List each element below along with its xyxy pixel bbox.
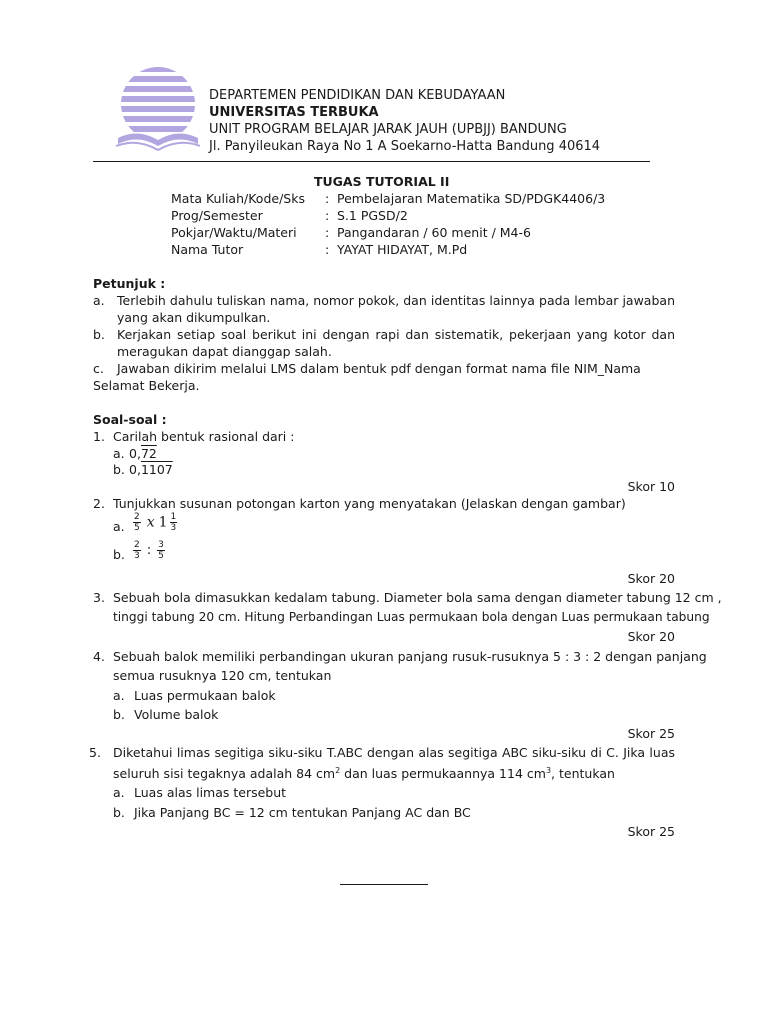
fraction: $\frac{2}{5}$ xyxy=(134,512,140,533)
q1-a-value: 0,72 xyxy=(129,446,157,461)
q4-line1: Sebuah balok memiliki perbandingan ukuran panjang rusuk-rusuknya 5 : 3 : 2 dengan panjang xyxy=(113,649,707,664)
info-value-course: Pembelajaran Matematika SD/PDGK4406/3 xyxy=(337,191,606,206)
header-address: Jl. Panyileukan Raya No 1 A Soekarno-Hatta Bandung 40614 xyxy=(209,139,601,154)
q2-number: 2. xyxy=(93,496,105,511)
q3-line1: Sebuah bola dimasukkan kedalam tabung. Diameter bola sama dengan diameter tabung 12 cm , xyxy=(113,590,722,605)
petunjuk-c-marker: c. xyxy=(93,361,104,376)
q4-b-marker: b. xyxy=(113,707,125,722)
q1-text: Carilah bentuk rasional dari : xyxy=(113,429,295,444)
q2-b-marker: b. xyxy=(113,547,125,562)
q5-b-text: Jika Panjang BC = 12 cm tentukan Panjang AC dan BC xyxy=(134,805,471,820)
q5-line2: seluruh sisi tegaknya adalah 84 $cm^2$ dan luas permukaannya 114 $cm^3$, tentukan xyxy=(113,766,615,782)
university-logo xyxy=(112,66,204,152)
header-unit: UNIT PROGRAM BELAJAR JARAK JAUH (UPBJJ) BANDUNG xyxy=(209,122,567,137)
petunjuk-heading: Petunjuk : xyxy=(93,276,166,291)
info-value-pokjar: Pangandaran / 60 menit / M4-6 xyxy=(337,225,531,240)
q2-a-expression: $\frac{2}{5}$ x 1 $\frac{1}{3}$ xyxy=(134,512,177,533)
page-title: TUGAS TUTORIAL II xyxy=(314,174,450,189)
q5-a-text: Luas alas limas tersebut xyxy=(134,785,287,800)
q5-a-marker: a. xyxy=(113,785,125,800)
header-department: DEPARTEMEN PENDIDIKAN DAN KEBUDAYAAN xyxy=(209,88,506,103)
fraction: $\frac{2}{3}$ xyxy=(134,540,140,561)
q4-number: 4. xyxy=(93,649,105,664)
info-sep: : xyxy=(325,225,330,240)
q5-score: Skor 25 xyxy=(627,824,675,839)
fraction: $\frac{3}{5}$ xyxy=(158,540,164,561)
info-sep: : xyxy=(325,242,330,257)
petunjuk-a-line2: yang akan dikumpulkan. xyxy=(117,310,271,325)
q1-score: Skor 10 xyxy=(627,479,675,494)
info-sep: : xyxy=(325,191,330,206)
q4-a-marker: a. xyxy=(113,688,125,703)
q2-score: Skor 20 xyxy=(627,571,675,586)
q5-b-marker: b. xyxy=(113,805,125,820)
petunjuk-b-line2: meragukan dapat dianggap salah. xyxy=(117,344,332,359)
q2-b-expression: $\frac{2}{3}$ : $\frac{3}{5}$ xyxy=(134,540,164,561)
info-label-tutor: Nama Tutor xyxy=(171,242,244,257)
q1-b-value: 0,1107 xyxy=(129,462,173,477)
fraction: $\frac{1}{3}$ xyxy=(170,512,177,533)
q1-a-marker: a. xyxy=(113,446,125,461)
petunjuk-b-marker: b. xyxy=(93,327,105,342)
q5-number: 5. xyxy=(89,745,101,760)
q4-a-text: Luas permukaan balok xyxy=(134,688,276,703)
info-label-program: Prog/Semester xyxy=(171,208,263,223)
info-label-pokjar: Pokjar/Waktu/Materi xyxy=(171,225,297,240)
q5-line1: Diketahui limas segitiga siku-siku T.ABC dengan alas segitiga ABC siku-siku di C. Jika luas xyxy=(113,745,675,760)
q4-score: Skor 25 xyxy=(627,726,675,741)
q4-line2: semua rusuknya 120 cm, tentukan xyxy=(113,668,332,683)
header-divider xyxy=(93,161,650,162)
q3-score: Skor 20 xyxy=(627,629,675,644)
header-university: UNIVERSITAS TERBUKA xyxy=(209,105,379,120)
soal-heading: Soal-soal : xyxy=(93,412,167,427)
info-value-program: S.1 PGSD/2 xyxy=(337,208,408,223)
q3-number: 3. xyxy=(93,590,105,605)
info-value-tutor: YAYAT HIDAYAT, M.Pd xyxy=(337,242,468,257)
petunjuk-c-line1: Jawaban dikirim melalui LMS dalam bentuk pdf dengan format nama file NIM_Nama xyxy=(117,361,641,376)
q1-number: 1. xyxy=(93,429,105,444)
petunjuk-a-marker: a. xyxy=(93,293,105,308)
repeating-digits: 1107 xyxy=(140,462,173,477)
info-label-course: Mata Kuliah/Kode/Sks xyxy=(171,191,305,206)
petunjuk-a-line1: Terlebih dahulu tuliskan nama, nomor pokok, dan identitas lainnya pada lembar jawaban xyxy=(117,293,675,308)
q1-b-marker: b. xyxy=(113,462,125,477)
q4-b-text: Volume balok xyxy=(134,707,219,722)
info-sep: : xyxy=(325,208,330,223)
q2-text: Tunjukkan susunan potongan karton yang menyatakan (Jelaskan dengan gambar) xyxy=(113,496,626,511)
petunjuk-closing: Selamat Bekerja. xyxy=(93,378,200,393)
closing-rule xyxy=(340,884,428,885)
petunjuk-b-line1: Kerjakan setiap soal berikut ini dengan rapi dan sistematik, pekerjaan yang kotor dan xyxy=(117,327,675,342)
q3-line2: tinggi tabung 20 cm. Hitung Perbandingan Luas permukaan bola dengan Luas permukaan tabung xyxy=(113,610,710,624)
q2-a-marker: a. xyxy=(113,519,125,534)
repeating-digits: 72 xyxy=(140,446,157,461)
